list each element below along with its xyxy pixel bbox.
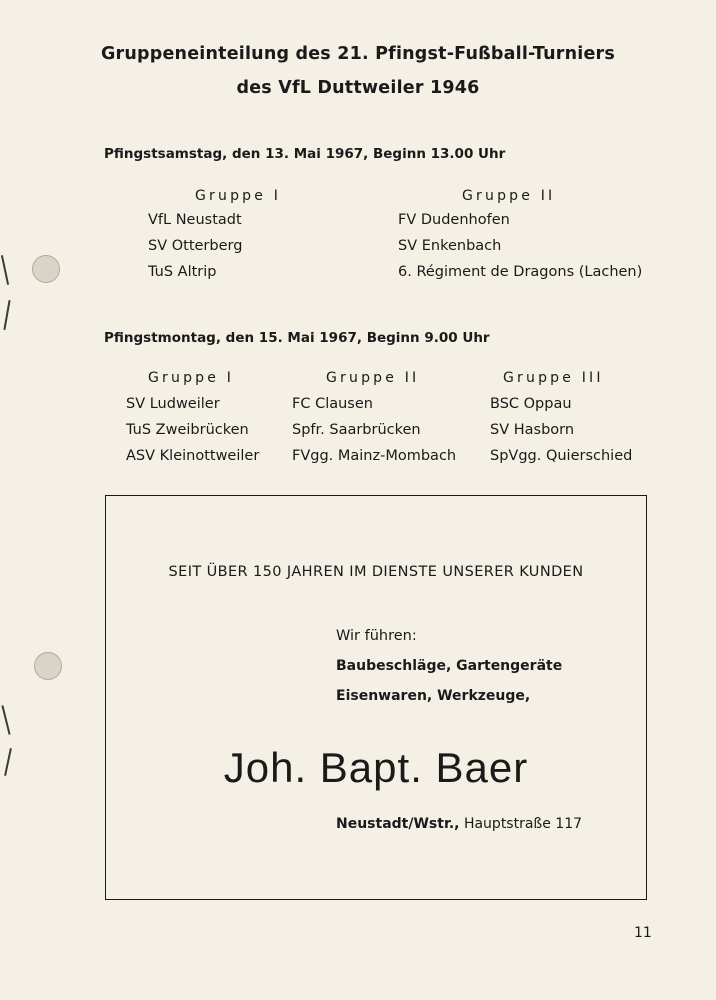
punch-hole-bottom — [34, 652, 62, 680]
day1-group1-team: VfL Neustadt — [148, 212, 242, 228]
day2-group3-heading: Gruppe III — [503, 370, 604, 386]
ad-intro: Wir führen: — [336, 628, 417, 644]
day1-group1-heading: Gruppe I — [195, 188, 282, 204]
day1-heading: Pfingstsamstag, den 13. Mai 1967, Beginn 13.00 Uhr — [104, 146, 506, 162]
punch-hole-top — [32, 255, 60, 283]
day2-group3-team: SpVgg. Quierschied — [490, 448, 633, 464]
edge-mark — [1, 255, 9, 285]
day2-group1-team: SV Ludweiler — [126, 396, 220, 412]
edge-mark — [4, 748, 12, 776]
day1-group1-team: SV Otterberg — [148, 238, 243, 254]
day1-group2-team: SV Enkenbach — [398, 238, 502, 254]
ad-slogan: SEIT ÜBER 150 JAHREN IM DIENSTE UNSERER KUNDEN — [168, 564, 584, 580]
day2-group1-team: TuS Zweibrücken — [126, 422, 249, 438]
ad-products-line-2: Eisenwaren, Werkzeuge, — [336, 688, 531, 704]
title-line-2: des VfL Duttweiler 1946 — [236, 78, 480, 98]
day2-group2-team: Spfr. Saarbrücken — [292, 422, 421, 438]
title-line-1: Gruppeneinteilung des 21. Pfingst-Fußball-Turniers — [100, 44, 616, 64]
day1-group2-team: 6. Régiment de Dragons (Lachen) — [398, 264, 643, 280]
day2-group3-team: SV Hasborn — [490, 422, 575, 438]
day2-heading: Pfingstmontag, den 15. Mai 1967, Beginn 9.00 Uhr — [104, 330, 490, 346]
edge-mark — [3, 300, 10, 330]
day1-group1-team: TuS Altrip — [148, 264, 217, 280]
day2-group2-team: FVgg. Mainz-Mombach — [292, 448, 457, 464]
day2-group1-heading: Gruppe I — [148, 370, 235, 386]
day2-group1-team: ASV Kleinottweiler — [126, 448, 260, 464]
ad-address-street: Hauptstraße 117 — [463, 816, 583, 832]
ad-address — [336, 816, 582, 832]
edge-mark — [1, 705, 10, 735]
ad-products-line-1: Baubeschläge, Gartengeräte — [336, 658, 563, 674]
advertisement-box — [105, 495, 647, 900]
day2-group3-team: BSC Oppau — [490, 396, 572, 412]
page-number: 11 — [634, 925, 652, 941]
ad-address-city: Neustadt/Wstr., — [336, 816, 460, 832]
day2-group2-heading: Gruppe II — [326, 370, 420, 386]
ad-company-name: Joh. Bapt. Baer — [223, 744, 529, 791]
day1-group2-heading: Gruppe II — [462, 188, 556, 204]
day1-group2-team: FV Dudenhofen — [398, 212, 510, 228]
day2-group2-team: FC Clausen — [292, 396, 373, 412]
